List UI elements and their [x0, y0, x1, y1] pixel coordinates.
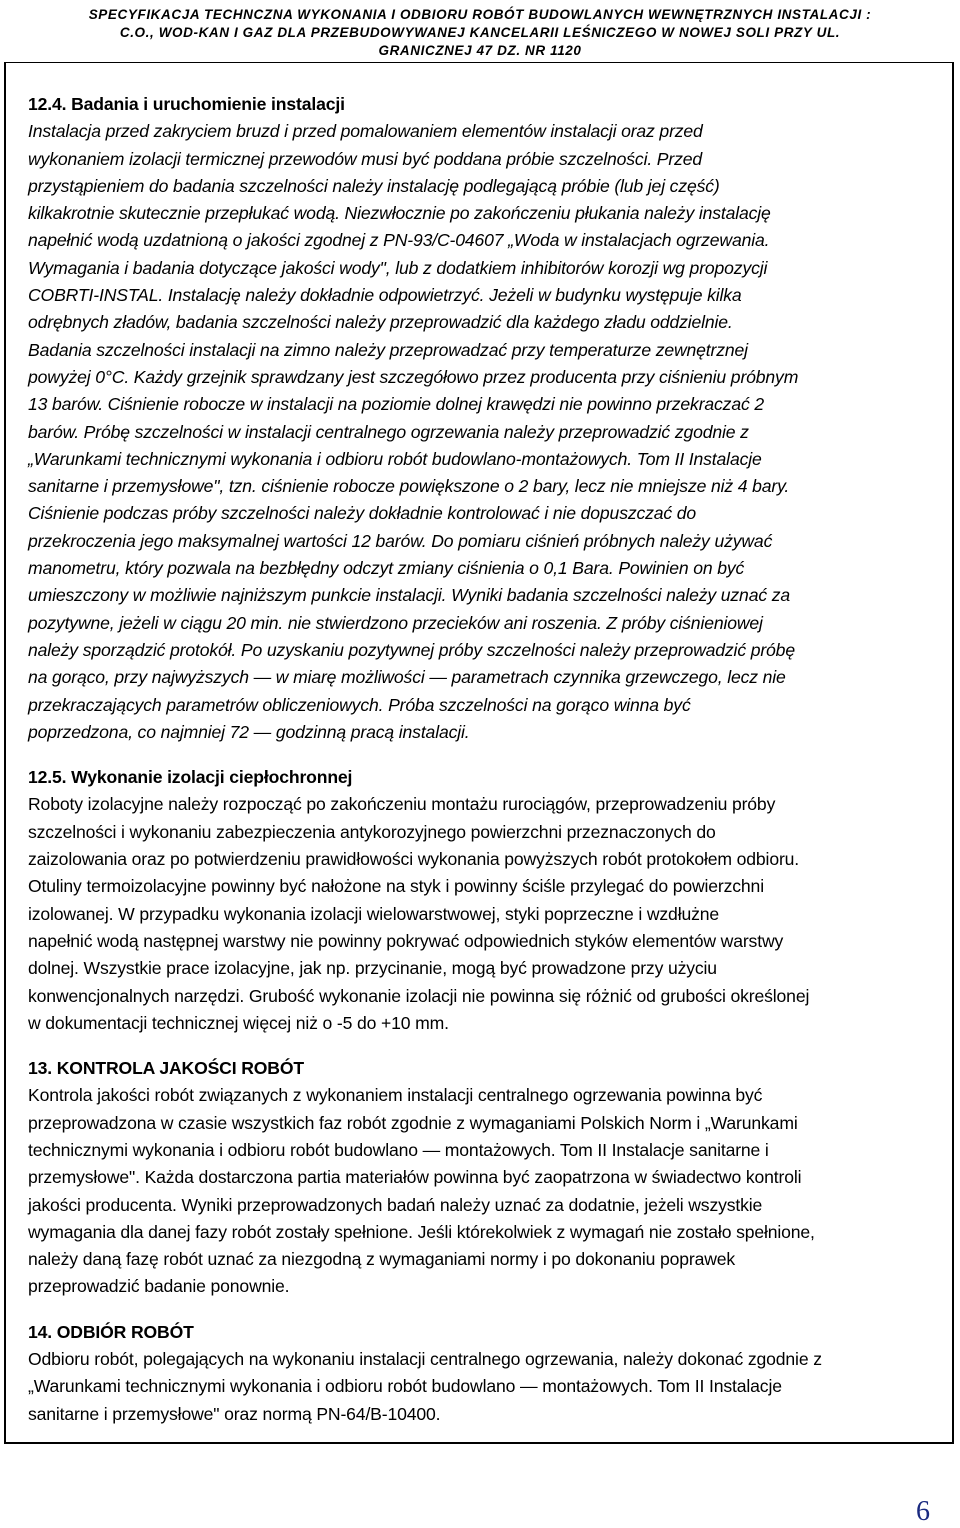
text-line: COBRTI-INSTAL. Instalację należy dokładnie odpowietrzyć. Jeżeli w budynku występuje kilka	[28, 285, 742, 306]
text-line: Odbioru robót, polegających na wykonaniu instalacji centralnego ogrzewania, należy dokonać zgodnie z	[28, 1349, 822, 1370]
text-line: „Warunkami technicznymi wykonania i odbioru robót budowlano-montażowych. Tom II Instalacje	[28, 448, 762, 469]
text-line: izolowanej. W przypadku wykonania izolacji wielowarstwowej, styki poprzeczne i wzdłużne	[28, 903, 720, 924]
text-line: przekroczenia jego maksymalnej wartości 12 barów. Do pomiaru ciśnień próbnych należy używać	[28, 530, 773, 551]
section-body	[28, 1346, 932, 1428]
text-line: barów. Próbę szczelności w instalacji centralnego ogrzewania należy przeprowadzić zgodnie z	[28, 421, 749, 442]
text-line: Badania szczelności instalacji na zimno należy przeprowadzać przy temperaturze zewnętrznej	[28, 339, 748, 360]
text-line: Ciśnienie podczas próby szczelności należy dokładnie kontrolować i nie dopuszczać do	[28, 503, 697, 524]
text-line: wymagania dla danej fazy robót zostały spełnione. Jeśli którekolwiek z wymagań nie zostało spełnione,	[28, 1221, 815, 1242]
text-line: manometru, który pozwala na bezbłędny odczyt zmiany ciśnienia o 0,1 Bara. Powinien on być	[28, 558, 745, 579]
text-line: Otuliny termoizolacyjne powinny być nałożone na styk i powinny ściśle przylegać do powierzchni	[28, 876, 764, 897]
section-heading: 12.5. Wykonanie izolacji ciepłochronnej	[28, 767, 353, 788]
text-line: „Warunkami technicznymi wykonania i odbioru robót budowlano — montażowych. Tom II Instalacje	[28, 1376, 782, 1397]
header-line-3: GRANICZNEJ 47 DZ. NR 1120	[378, 43, 582, 58]
text-line: szczelności i wykonaniu zabezpieczenia antykorozyjnego powierzchni przeznaczonych do	[28, 821, 716, 842]
text-line: sanitarne i przemysłowe" oraz normą PN-64/B-10400.	[28, 1403, 441, 1424]
section-heading: 13. KONTROLA JAKOŚCI ROBÓT	[28, 1058, 304, 1079]
section-14	[28, 1319, 932, 1428]
text-line: przeprowadzona w czasie wszystkich faz robót zgodnie z wymaganiami Polskich Norm i „Warunkami	[28, 1112, 798, 1133]
header-line-1: SPECYFIKACJA TECHNCZNA WYKONANIA I ODBIORU ROBÓT BUDOWLANYCH WEWNĘTRZNYCH INSTALACJI :	[88, 7, 872, 22]
text-line: wykonaniem izolacji termicznej przewodów musi być poddana próbie szczelności. Przed	[28, 148, 703, 169]
text-line: przeprowadzić badanie ponownie.	[28, 1276, 290, 1297]
text-line: Wymagania i badania dotyczące jakości wody", lub z dodatkiem inhibitorów korozji wg propozycji	[28, 257, 768, 278]
text-line: należy sporządzić protokół. Po uzyskaniu pozytywnej próby szczelności należy przeprowadzić próbę	[28, 639, 795, 660]
text-line: w dokumentacji technicznej więcej niż o -5 do +10 mm.	[28, 1012, 449, 1033]
section-body	[28, 118, 932, 746]
text-line: technicznymi wykonania i odbioru robót budowlano — montażowych. Tom II Instalacje sanitarne i	[28, 1139, 769, 1160]
section-body	[28, 791, 932, 1037]
header-line-2: C.O., WOD-KAN I GAZ DLA PRZEBUDOWYWANEJ KANCELARII LEŚNICZEGO W NOWEJ SOLI PRZY UL.	[119, 25, 841, 40]
section-12-5	[28, 764, 932, 1037]
text-line: dolnej. Wszystkie prace izolacyjne, jak np. przycinanie, mogą być prowadzone przy użyciu	[28, 958, 717, 979]
text-line: Kontrola jakości robót związanych z wykonaniem instalacji centralnego ogrzewania powinna być	[28, 1085, 763, 1106]
section-body	[28, 1082, 932, 1300]
text-line: przemysłowe". Każda dostarczona partia materiałów powinna być zaopatrzona w świadectwo kontroli	[28, 1167, 802, 1188]
text-line: umieszczony w możliwie najniższym punkcie instalacji. Wyniki badania szczelności należy uznać za	[28, 585, 790, 606]
text-line: Instalacja przed zakryciem bruzd i przed pomalowaniem elementów instalacji oraz przed	[28, 121, 703, 142]
page-content	[28, 91, 932, 1428]
text-line: zaizolowania oraz po potwierdzeniu prawidłowości wykonania powyższych robót protokołem odbioru.	[28, 849, 800, 870]
text-line: odrębnych zładów, badania szczelności należy przeprowadzić dla każdego zładu oddzielnie.	[28, 312, 733, 333]
text-line: przystąpieniem do badania szczelności należy instalację podlegającą próbie (lub jej część)	[28, 175, 720, 196]
text-line: sanitarne i przemysłowe", tzn. ciśnienie robocze powiększone o 2 bary, lecz nie mniejsze niż 4 bary.	[28, 476, 790, 497]
page-number: 6	[916, 1496, 930, 1527]
text-line: powyżej 0°C. Każdy grzejnik sprawdzany jest szczegółowo przez producenta przy ciśnieniu próbnym	[28, 366, 799, 387]
section-heading: 12.4. Badania i uruchomienie instalacji	[28, 94, 345, 114]
text-line: na gorąco, przy najwyższych — w miarę możliwości — parametrach czynnika grzewczego, lecz nie	[28, 667, 786, 688]
document-header	[0, 6, 960, 60]
text-line: pozytywne, jeżeli w ciągu 20 min. nie stwierdzono przecieków ani roszenia. Z próby ciśnieniowej	[28, 612, 763, 633]
text-line: napełnić wodą następnej warstwy nie powinny pokrywać odpowiednich styków elementów warstwy	[28, 930, 784, 951]
section-13	[28, 1055, 932, 1301]
text-line: należy daną fazę robót uznać za niezgodną z wymaganiami normy i po dokonaniu poprawek	[28, 1249, 736, 1270]
section-heading: 14. ODBIÓR ROBÓT	[28, 1321, 194, 1342]
text-line: przekraczających parametrów obliczeniowych. Próba szczelności na gorąco winna być	[28, 694, 691, 715]
text-line: 13 barów. Ciśnienie robocze w instalacji na poziomie dolnej krawędzi nie powinno przekraczać 2	[28, 394, 764, 415]
text-line: kilkakrotnie skutecznie przepłukać wodą. Niezwłocznie po zakończeniu płukania należy instalację	[28, 203, 771, 224]
section-12-4	[28, 91, 932, 746]
text-line: poprzedzona, co najmniej 72 — godzinną pracą instalacji.	[28, 721, 470, 742]
text-line: napełnić wodą uzdatnioną o jakości zgodnej z PN-93/C-04607 „Woda w instalacjach ogrzewania.	[28, 230, 770, 251]
text-line: jakości producenta. Wyniki przeprowadzonych badań należy uznać za dodatnie, jeżeli wszystkie	[28, 1194, 763, 1215]
text-line: Roboty izolacyjne należy rozpocząć po zakończeniu montażu rurociągów, przeprowadzeniu próby	[28, 794, 776, 815]
text-line: konwencjonalnych narzędzi. Grubość wykonanie izolacji nie powinna się różnić od grubości określonej	[28, 985, 810, 1006]
